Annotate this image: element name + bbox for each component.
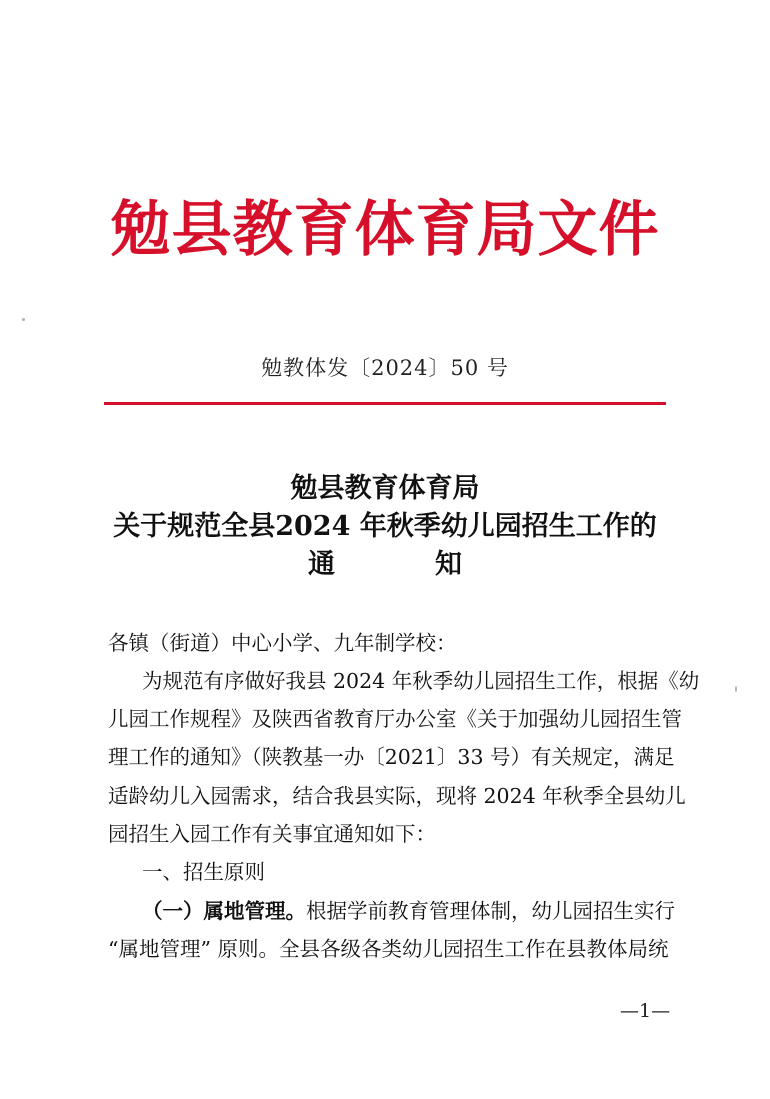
paragraph-line: 理工作的通知》（陕教基一办〔2021〕33 号）有关规定，满足 — [108, 745, 675, 769]
subsection-label: （一）属地管理。 — [142, 899, 306, 923]
notice-title-char-2: 知 — [435, 549, 462, 580]
scan-speck — [22, 318, 25, 321]
subsection-line: “属地管理” 原则。全县各级各类幼儿园招生工作在县教体局统 — [108, 937, 669, 961]
subsection-line — [142, 896, 675, 926]
notice-title-line-2: 关于规范全县2024 年秋季幼儿园招生工作的 — [113, 511, 657, 542]
subsection-text: 根据学前教育管理体制，幼儿园招生实行 — [306, 899, 675, 923]
notice-title-char-1: 通 — [308, 549, 335, 580]
notice-title-line-1: 勉县教育体育局 — [290, 473, 480, 504]
page-number: —1— — [620, 1000, 671, 1022]
salutation: 各镇（街道）中心小学、九年制学校： — [108, 631, 457, 655]
red-divider — [104, 402, 666, 405]
paragraph-line: 适龄幼儿入园需求，结合我县实际，现将 2024 年秋季全县幼儿 — [108, 784, 686, 808]
issuer-title: 勉县教育体育局文件 — [110, 195, 660, 265]
scan-speck — [735, 686, 737, 692]
paragraph-line: 为规范有序做好我县 2024 年秋季幼儿园招生工作，根据《幼 — [142, 669, 700, 693]
document-number: 勉教体发〔2024〕50 号 — [261, 356, 509, 380]
section-heading: 一、招生原则 — [142, 860, 265, 884]
paragraph-line: 儿园工作规程》及陕西省教育厅办公室《关于加强幼儿园招生管 — [108, 707, 682, 731]
paragraph-line: 园招生入园工作有关事宜通知如下： — [108, 822, 436, 846]
notice-title-line-3 — [100, 542, 670, 581]
